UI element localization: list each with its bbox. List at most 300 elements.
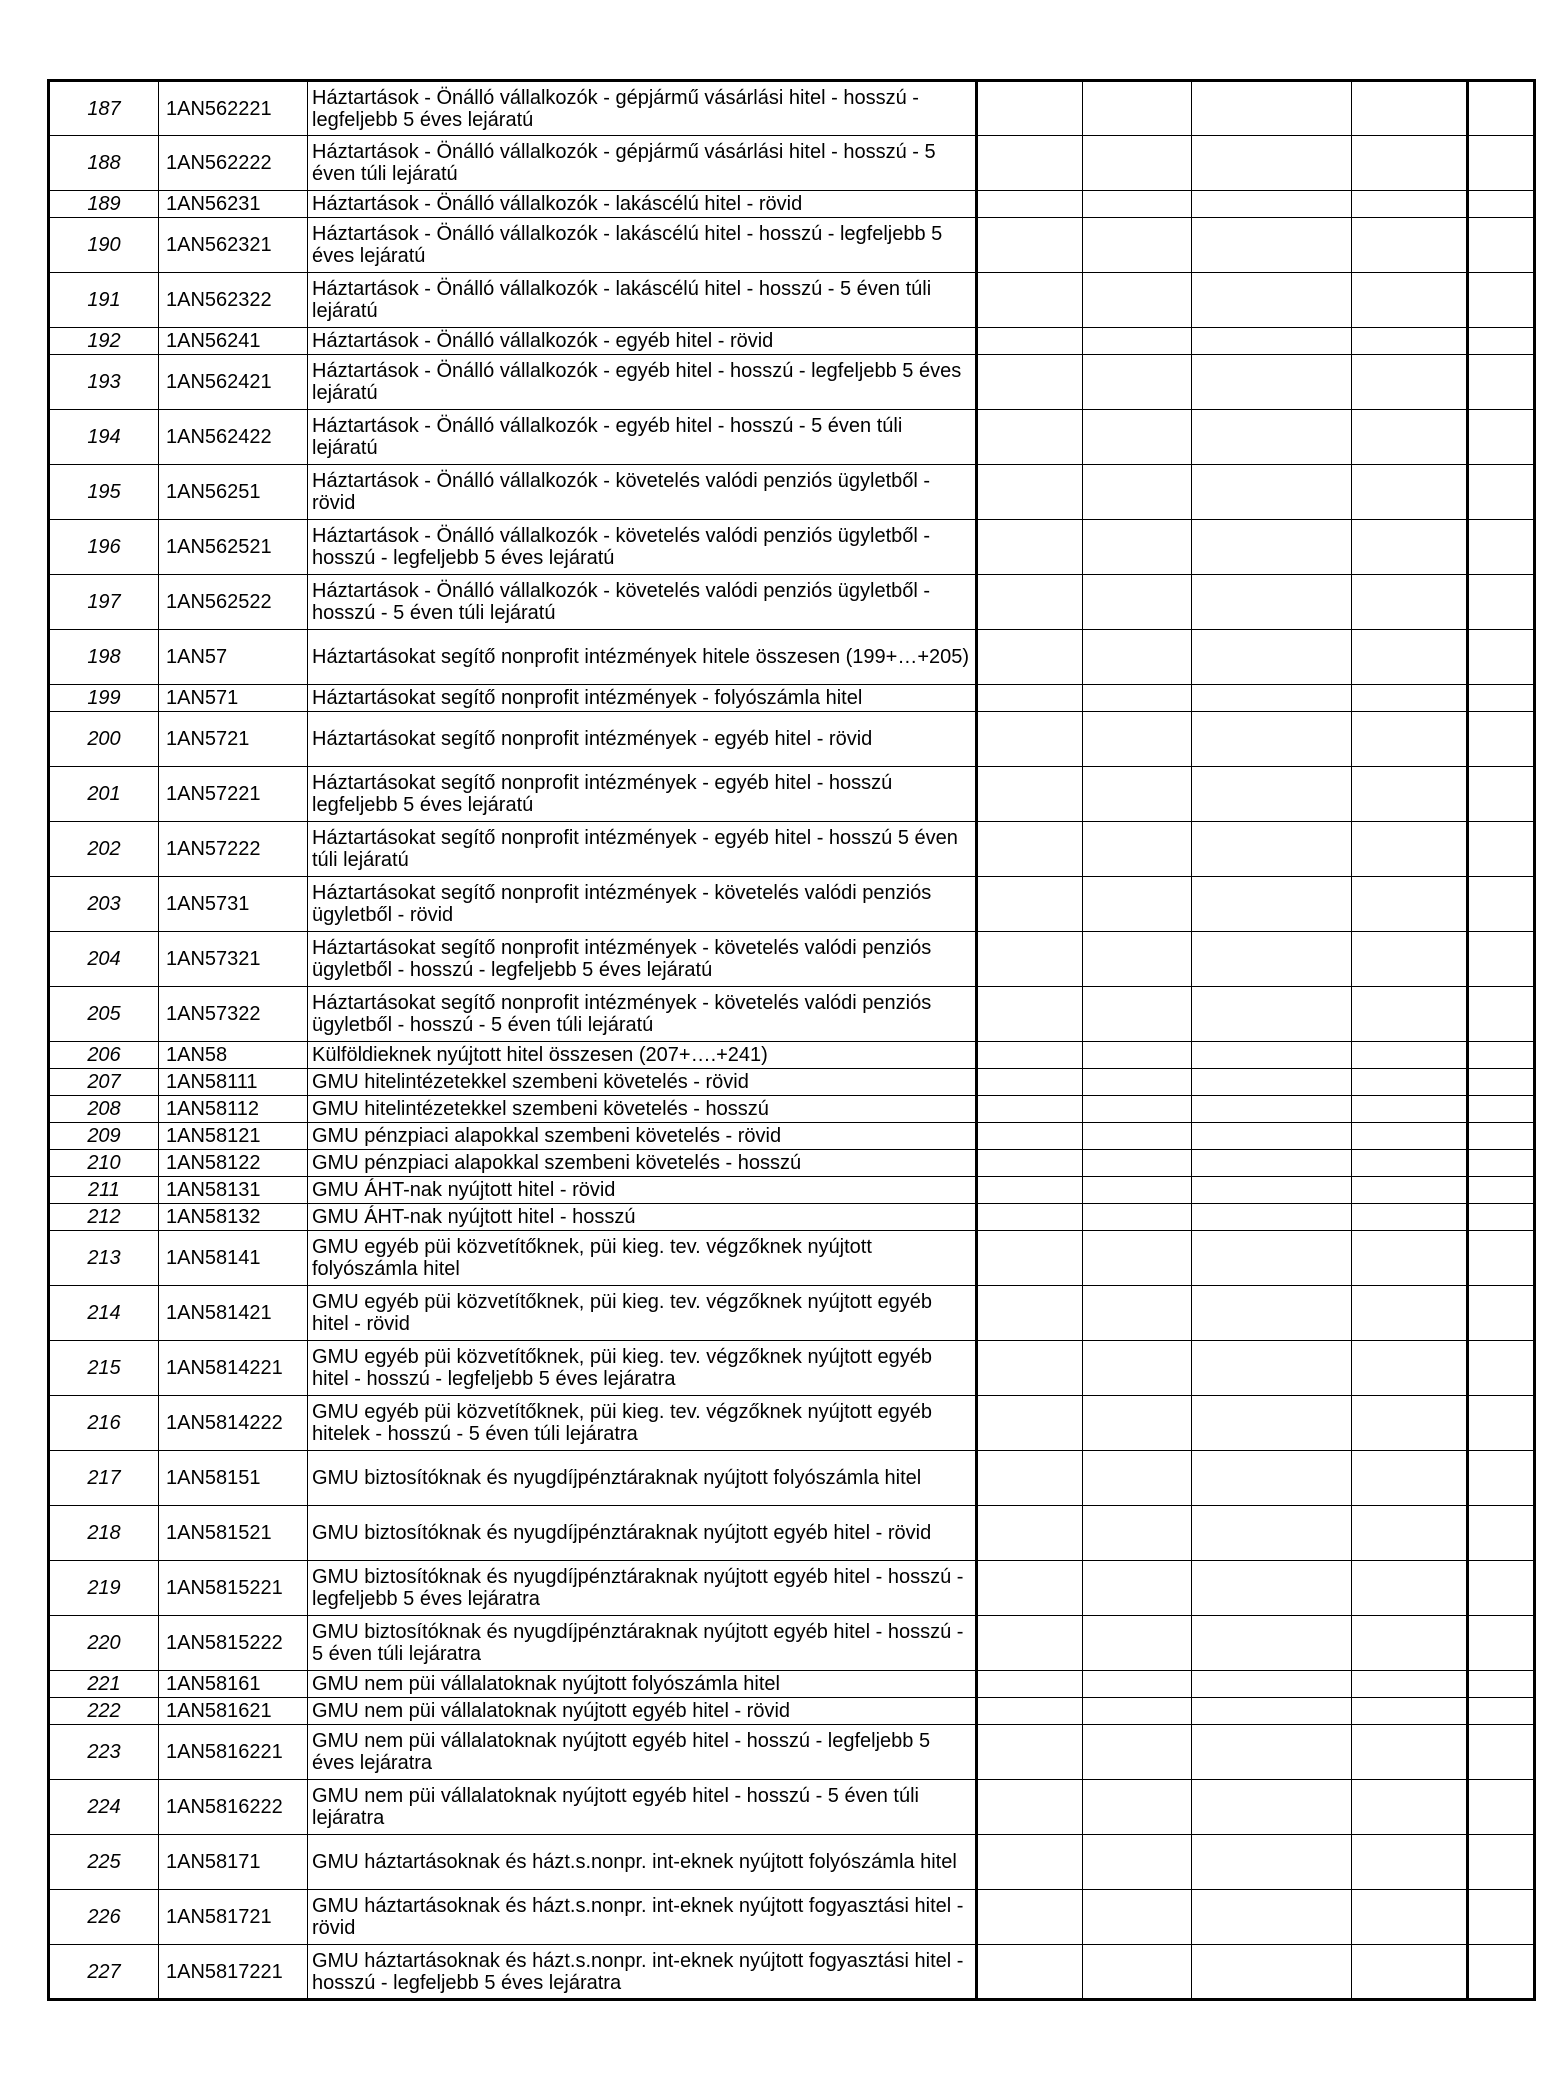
row-number: 221 <box>49 1671 159 1698</box>
row-number: 226 <box>49 1890 159 1945</box>
table-row <box>49 1616 1535 1671</box>
value-cell-3 <box>1192 328 1352 355</box>
value-cell-3 <box>1192 1890 1352 1945</box>
row-number: 222 <box>49 1698 159 1725</box>
row-number: 218 <box>49 1506 159 1561</box>
value-cell-5 <box>1468 1890 1535 1945</box>
row-description: GMU nem püi vállalatoknak nyújtott egyéb hitel - rövid <box>308 1698 977 1725</box>
value-cell-2 <box>1083 520 1192 575</box>
table-row <box>49 1725 1535 1780</box>
value-cell-5 <box>1468 1506 1535 1561</box>
value-cell-1 <box>977 1123 1083 1150</box>
table-row <box>49 1123 1535 1150</box>
value-cell-1 <box>977 987 1083 1042</box>
value-cell-1 <box>977 877 1083 932</box>
value-cell-5 <box>1468 136 1535 191</box>
row-description: Háztartások - Önálló vállalkozók - egyéb hitel - hosszú - legfeljebb 5 éves lejáratú <box>308 355 977 410</box>
row-description: Háztartásokat segítő nonprofit intézmények - követelés valódi penziós ügyletből - hosszú - 5 éven túli lejáratú <box>308 987 977 1042</box>
value-cell-2 <box>1083 987 1192 1042</box>
row-description: GMU egyéb püi közvetítőknek, püi kieg. tev. végzőknek nyújtott egyéb hitelek - hosszú - 5 éven túli lejáratra <box>308 1396 977 1451</box>
row-description: Háztartások - Önálló vállalkozók - követelés valódi penziós ügyletből - hosszú - 5 éven túli lejáratú <box>308 575 977 630</box>
row-code: 1AN5815222 <box>159 1616 308 1671</box>
row-description: Háztartásokat segítő nonprofit intézmények - követelés valódi penziós ügyletből - hosszú - legfeljebb 5 éves lejáratú <box>308 932 977 987</box>
row-number: 195 <box>49 465 159 520</box>
value-cell-2 <box>1083 1286 1192 1341</box>
value-cell-1 <box>977 1451 1083 1506</box>
row-code: 1AN5814221 <box>159 1341 308 1396</box>
value-cell-2 <box>1083 1042 1192 1069</box>
value-cell-1 <box>977 1042 1083 1069</box>
row-number: 192 <box>49 328 159 355</box>
value-cell-1 <box>977 1096 1083 1123</box>
row-description: Háztartások - Önálló vállalkozók - lakáscélú hitel - hosszú - legfeljebb 5 éves lejáratú <box>308 218 977 273</box>
value-cell-3 <box>1192 630 1352 685</box>
row-description: Háztartások - Önálló vállalkozók - gépjármű vásárlási hitel - hosszú - 5 éven túli lejáratú <box>308 136 977 191</box>
row-code: 1AN562521 <box>159 520 308 575</box>
value-cell-3 <box>1192 877 1352 932</box>
row-description: GMU hitelintézetekkel szembeni követelés - hosszú <box>308 1096 977 1123</box>
value-cell-5 <box>1468 1451 1535 1506</box>
table-row <box>49 987 1535 1042</box>
value-cell-5 <box>1468 218 1535 273</box>
value-cell-2 <box>1083 355 1192 410</box>
value-cell-4 <box>1352 767 1468 822</box>
value-cell-3 <box>1192 81 1352 136</box>
value-cell-5 <box>1468 1671 1535 1698</box>
table-row <box>49 1780 1535 1835</box>
row-code: 1AN57222 <box>159 822 308 877</box>
row-number: 225 <box>49 1835 159 1890</box>
value-cell-1 <box>977 1396 1083 1451</box>
table-row <box>49 273 1535 328</box>
row-description: Háztartások - Önálló vállalkozók - egyéb hitel - hosszú - 5 éven túli lejáratú <box>308 410 977 465</box>
table-body <box>49 81 1535 2000</box>
table-row <box>49 1671 1535 1698</box>
value-cell-1 <box>977 575 1083 630</box>
value-cell-3 <box>1192 1671 1352 1698</box>
row-description: GMU pénzpiaci alapokkal szembeni követelés - rövid <box>308 1123 977 1150</box>
row-description: GMU egyéb püi közvetítőknek, püi kieg. tev. végzőknek nyújtott folyószámla hitel <box>308 1231 977 1286</box>
row-code: 1AN58111 <box>159 1069 308 1096</box>
value-cell-2 <box>1083 575 1192 630</box>
row-number: 224 <box>49 1780 159 1835</box>
table-row <box>49 355 1535 410</box>
row-number: 214 <box>49 1286 159 1341</box>
value-cell-2 <box>1083 1396 1192 1451</box>
table-row <box>49 767 1535 822</box>
value-cell-5 <box>1468 1123 1535 1150</box>
value-cell-1 <box>977 520 1083 575</box>
table-row <box>49 1231 1535 1286</box>
value-cell-5 <box>1468 1069 1535 1096</box>
row-code: 1AN581721 <box>159 1890 308 1945</box>
value-cell-4 <box>1352 1780 1468 1835</box>
value-cell-3 <box>1192 575 1352 630</box>
value-cell-4 <box>1352 712 1468 767</box>
value-cell-4 <box>1352 987 1468 1042</box>
row-number: 197 <box>49 575 159 630</box>
row-description: Háztartásokat segítő nonprofit intézmények - egyéb hitel - hosszú 5 éven túli lejáratú <box>308 822 977 877</box>
table-row <box>49 1286 1535 1341</box>
table-row <box>49 822 1535 877</box>
row-number: 201 <box>49 767 159 822</box>
row-number: 207 <box>49 1069 159 1096</box>
row-code: 1AN58132 <box>159 1204 308 1231</box>
value-cell-2 <box>1083 1890 1192 1945</box>
value-cell-5 <box>1468 877 1535 932</box>
value-cell-1 <box>977 1204 1083 1231</box>
value-cell-1 <box>977 355 1083 410</box>
row-number: 194 <box>49 410 159 465</box>
table-row <box>49 1698 1535 1725</box>
row-code: 1AN5816221 <box>159 1725 308 1780</box>
value-cell-4 <box>1352 1286 1468 1341</box>
value-cell-5 <box>1468 1616 1535 1671</box>
row-number: 213 <box>49 1231 159 1286</box>
value-cell-4 <box>1352 1890 1468 1945</box>
value-cell-3 <box>1192 273 1352 328</box>
value-cell-1 <box>977 1069 1083 1096</box>
table-row <box>49 1341 1535 1396</box>
row-number: 199 <box>49 685 159 712</box>
row-code: 1AN581521 <box>159 1506 308 1561</box>
row-code: 1AN5817221 <box>159 1945 308 2000</box>
value-cell-2 <box>1083 1945 1192 2000</box>
table-row <box>49 1150 1535 1177</box>
value-cell-2 <box>1083 410 1192 465</box>
row-number: 209 <box>49 1123 159 1150</box>
value-cell-5 <box>1468 1177 1535 1204</box>
value-cell-2 <box>1083 1204 1192 1231</box>
row-number: 212 <box>49 1204 159 1231</box>
value-cell-2 <box>1083 273 1192 328</box>
row-number: 203 <box>49 877 159 932</box>
value-cell-2 <box>1083 822 1192 877</box>
row-code: 1AN56241 <box>159 328 308 355</box>
row-code: 1AN562222 <box>159 136 308 191</box>
row-code: 1AN581621 <box>159 1698 308 1725</box>
value-cell-3 <box>1192 1042 1352 1069</box>
row-number: 196 <box>49 520 159 575</box>
row-code: 1AN58121 <box>159 1123 308 1150</box>
table-row <box>49 1042 1535 1069</box>
table-row <box>49 685 1535 712</box>
row-description: Háztartásokat segítő nonprofit intézmények - követelés valódi penziós ügyletből - rövid <box>308 877 977 932</box>
value-cell-4 <box>1352 218 1468 273</box>
value-cell-5 <box>1468 465 1535 520</box>
row-number: 220 <box>49 1616 159 1671</box>
value-cell-5 <box>1468 273 1535 328</box>
value-cell-3 <box>1192 1945 1352 2000</box>
row-code: 1AN58122 <box>159 1150 308 1177</box>
row-description: Háztartások - Önálló vállalkozók - gépjármű vásárlási hitel - hosszú - legfeljebb 5 éves lejáratú <box>308 81 977 136</box>
row-number: 191 <box>49 273 159 328</box>
value-cell-3 <box>1192 712 1352 767</box>
value-cell-2 <box>1083 1780 1192 1835</box>
table-row <box>49 1506 1535 1561</box>
row-number: 217 <box>49 1451 159 1506</box>
table-row <box>49 1204 1535 1231</box>
table-row <box>49 81 1535 136</box>
value-cell-4 <box>1352 1561 1468 1616</box>
row-number: 206 <box>49 1042 159 1069</box>
row-code: 1AN5814222 <box>159 1396 308 1451</box>
value-cell-2 <box>1083 1069 1192 1096</box>
value-cell-2 <box>1083 712 1192 767</box>
value-cell-5 <box>1468 1231 1535 1286</box>
value-cell-1 <box>977 822 1083 877</box>
table-row <box>49 630 1535 685</box>
value-cell-4 <box>1352 1042 1468 1069</box>
row-code: 1AN56231 <box>159 191 308 218</box>
value-cell-2 <box>1083 767 1192 822</box>
value-cell-3 <box>1192 1096 1352 1123</box>
value-cell-1 <box>977 1725 1083 1780</box>
row-number: 227 <box>49 1945 159 2000</box>
row-code: 1AN57322 <box>159 987 308 1042</box>
row-code: 1AN58112 <box>159 1096 308 1123</box>
row-number: 204 <box>49 932 159 987</box>
table-row <box>49 191 1535 218</box>
value-cell-1 <box>977 136 1083 191</box>
row-description: GMU háztartásoknak és házt.s.nonpr. int-eknek nyújtott fogyasztási hitel - rövid <box>308 1890 977 1945</box>
row-code: 1AN58 <box>159 1042 308 1069</box>
row-code: 1AN57 <box>159 630 308 685</box>
value-cell-3 <box>1192 1698 1352 1725</box>
table-row <box>49 1835 1535 1890</box>
value-cell-3 <box>1192 136 1352 191</box>
row-description: Háztartások - Önálló vállalkozók - követelés valódi penziós ügyletből - hosszú - legfeljebb 5 éves lejáratú <box>308 520 977 575</box>
value-cell-4 <box>1352 1671 1468 1698</box>
row-number: 216 <box>49 1396 159 1451</box>
value-cell-5 <box>1468 1341 1535 1396</box>
value-cell-4 <box>1352 1725 1468 1780</box>
value-cell-4 <box>1352 1341 1468 1396</box>
value-cell-5 <box>1468 1042 1535 1069</box>
table-row <box>49 712 1535 767</box>
value-cell-1 <box>977 932 1083 987</box>
row-code: 1AN5816222 <box>159 1780 308 1835</box>
value-cell-1 <box>977 191 1083 218</box>
row-number: 215 <box>49 1341 159 1396</box>
row-code: 1AN562421 <box>159 355 308 410</box>
value-cell-5 <box>1468 1286 1535 1341</box>
value-cell-4 <box>1352 81 1468 136</box>
value-cell-4 <box>1352 136 1468 191</box>
value-cell-1 <box>977 630 1083 685</box>
value-cell-5 <box>1468 575 1535 630</box>
row-description: Háztartásokat segítő nonprofit intézmények - egyéb hitel - rövid <box>308 712 977 767</box>
value-cell-3 <box>1192 767 1352 822</box>
value-cell-1 <box>977 685 1083 712</box>
value-cell-4 <box>1352 1177 1468 1204</box>
value-cell-1 <box>977 273 1083 328</box>
row-description: Háztartások - Önálló vállalkozók - követelés valódi penziós ügyletből - rövid <box>308 465 977 520</box>
value-cell-3 <box>1192 355 1352 410</box>
value-cell-2 <box>1083 1150 1192 1177</box>
value-cell-2 <box>1083 1096 1192 1123</box>
value-cell-1 <box>977 767 1083 822</box>
row-description: GMU biztosítóknak és nyugdíjpénztáraknak nyújtott egyéb hitel - hosszú - 5 éven túli lejáratra <box>308 1616 977 1671</box>
value-cell-5 <box>1468 767 1535 822</box>
row-description: GMU háztartásoknak és házt.s.nonpr. int-eknek nyújtott fogyasztási hitel - hosszú - legfeljebb 5 éves lejáratra <box>308 1945 977 2000</box>
value-cell-3 <box>1192 1069 1352 1096</box>
row-code: 1AN58131 <box>159 1177 308 1204</box>
value-cell-3 <box>1192 822 1352 877</box>
value-cell-2 <box>1083 1451 1192 1506</box>
table-row <box>49 410 1535 465</box>
row-code: 1AN58171 <box>159 1835 308 1890</box>
value-cell-4 <box>1352 520 1468 575</box>
value-cell-4 <box>1352 822 1468 877</box>
value-cell-3 <box>1192 987 1352 1042</box>
table-row <box>49 1890 1535 1945</box>
value-cell-5 <box>1468 1945 1535 2000</box>
row-description: Háztartásokat segítő nonprofit intézmények - egyéb hitel - hosszú legfeljebb 5 éves lejáratú <box>308 767 977 822</box>
value-cell-4 <box>1352 1451 1468 1506</box>
row-description: GMU biztosítóknak és nyugdíjpénztáraknak nyújtott folyószámla hitel <box>308 1451 977 1506</box>
value-cell-5 <box>1468 1780 1535 1835</box>
value-cell-1 <box>977 1341 1083 1396</box>
value-cell-5 <box>1468 1698 1535 1725</box>
row-description: GMU ÁHT-nak nyújtott hitel - hosszú <box>308 1204 977 1231</box>
value-cell-1 <box>977 465 1083 520</box>
value-cell-3 <box>1192 1561 1352 1616</box>
table-row <box>49 520 1535 575</box>
value-cell-2 <box>1083 685 1192 712</box>
value-cell-1 <box>977 328 1083 355</box>
value-cell-2 <box>1083 218 1192 273</box>
value-cell-1 <box>977 81 1083 136</box>
value-cell-3 <box>1192 1231 1352 1286</box>
value-cell-2 <box>1083 1506 1192 1561</box>
value-cell-5 <box>1468 1150 1535 1177</box>
value-cell-2 <box>1083 1671 1192 1698</box>
value-cell-2 <box>1083 932 1192 987</box>
value-cell-2 <box>1083 328 1192 355</box>
row-code: 1AN5721 <box>159 712 308 767</box>
row-description: Háztartások - Önálló vállalkozók - egyéb hitel - rövid <box>308 328 977 355</box>
value-cell-2 <box>1083 1561 1192 1616</box>
value-cell-2 <box>1083 1698 1192 1725</box>
row-description: GMU nem püi vállalatoknak nyújtott folyószámla hitel <box>308 1671 977 1698</box>
value-cell-1 <box>977 1671 1083 1698</box>
row-description: Háztartásokat segítő nonprofit intézmények hitele összesen (199+…+205) <box>308 630 977 685</box>
table-row <box>49 136 1535 191</box>
value-cell-4 <box>1352 1231 1468 1286</box>
row-code: 1AN57221 <box>159 767 308 822</box>
row-code: 1AN5731 <box>159 877 308 932</box>
value-cell-5 <box>1468 1725 1535 1780</box>
value-cell-4 <box>1352 1835 1468 1890</box>
value-cell-4 <box>1352 630 1468 685</box>
value-cell-4 <box>1352 1204 1468 1231</box>
value-cell-5 <box>1468 191 1535 218</box>
row-description: Háztartások - Önálló vállalkozók - lakáscélú hitel - hosszú - 5 éven túli lejáratú <box>308 273 977 328</box>
data-table <box>47 79 1536 2001</box>
row-number: 193 <box>49 355 159 410</box>
value-cell-1 <box>977 1177 1083 1204</box>
value-cell-4 <box>1352 328 1468 355</box>
value-cell-1 <box>977 218 1083 273</box>
value-cell-5 <box>1468 1561 1535 1616</box>
table-row <box>49 1396 1535 1451</box>
value-cell-5 <box>1468 328 1535 355</box>
row-code: 1AN56251 <box>159 465 308 520</box>
table-row <box>49 575 1535 630</box>
value-cell-5 <box>1468 712 1535 767</box>
row-description: GMU egyéb püi közvetítőknek, püi kieg. tev. végzőknek nyújtott egyéb hitel - rövid <box>308 1286 977 1341</box>
table-row <box>49 465 1535 520</box>
value-cell-5 <box>1468 1096 1535 1123</box>
value-cell-5 <box>1468 630 1535 685</box>
row-number: 198 <box>49 630 159 685</box>
row-code: 1AN58151 <box>159 1451 308 1506</box>
table-row <box>49 328 1535 355</box>
value-cell-3 <box>1192 685 1352 712</box>
value-cell-2 <box>1083 1341 1192 1396</box>
value-cell-2 <box>1083 1835 1192 1890</box>
value-cell-3 <box>1192 1341 1352 1396</box>
value-cell-3 <box>1192 465 1352 520</box>
value-cell-2 <box>1083 1725 1192 1780</box>
value-cell-5 <box>1468 1835 1535 1890</box>
value-cell-3 <box>1192 1451 1352 1506</box>
value-cell-1 <box>977 1506 1083 1561</box>
value-cell-4 <box>1352 191 1468 218</box>
row-description: GMU nem püi vállalatoknak nyújtott egyéb hitel - hosszú - legfeljebb 5 éves lejáratra <box>308 1725 977 1780</box>
table-row <box>49 877 1535 932</box>
row-code: 1AN58141 <box>159 1231 308 1286</box>
row-description: Külföldieknek nyújtott hitel összesen (207+….+241) <box>308 1042 977 1069</box>
row-description: GMU hitelintézetekkel szembeni követelés - rövid <box>308 1069 977 1096</box>
value-cell-1 <box>977 712 1083 767</box>
row-number: 202 <box>49 822 159 877</box>
row-number: 211 <box>49 1177 159 1204</box>
table-row <box>49 1096 1535 1123</box>
value-cell-2 <box>1083 81 1192 136</box>
value-cell-1 <box>977 1616 1083 1671</box>
row-code: 1AN562422 <box>159 410 308 465</box>
value-cell-4 <box>1352 1945 1468 2000</box>
value-cell-3 <box>1192 520 1352 575</box>
value-cell-4 <box>1352 1150 1468 1177</box>
row-code: 1AN562522 <box>159 575 308 630</box>
value-cell-4 <box>1352 1396 1468 1451</box>
value-cell-5 <box>1468 932 1535 987</box>
row-description: Háztartások - Önálló vállalkozók - lakáscélú hitel - rövid <box>308 191 977 218</box>
value-cell-1 <box>977 1945 1083 2000</box>
value-cell-4 <box>1352 1506 1468 1561</box>
table-row <box>49 1945 1535 2000</box>
row-number: 208 <box>49 1096 159 1123</box>
value-cell-5 <box>1468 355 1535 410</box>
value-cell-2 <box>1083 1177 1192 1204</box>
value-cell-3 <box>1192 1396 1352 1451</box>
value-cell-4 <box>1352 685 1468 712</box>
row-code: 1AN562322 <box>159 273 308 328</box>
value-cell-5 <box>1468 685 1535 712</box>
value-cell-5 <box>1468 987 1535 1042</box>
value-cell-3 <box>1192 218 1352 273</box>
value-cell-5 <box>1468 81 1535 136</box>
table-row <box>49 218 1535 273</box>
value-cell-4 <box>1352 1123 1468 1150</box>
value-cell-2 <box>1083 465 1192 520</box>
row-number: 187 <box>49 81 159 136</box>
value-cell-5 <box>1468 1204 1535 1231</box>
table-row <box>49 1177 1535 1204</box>
